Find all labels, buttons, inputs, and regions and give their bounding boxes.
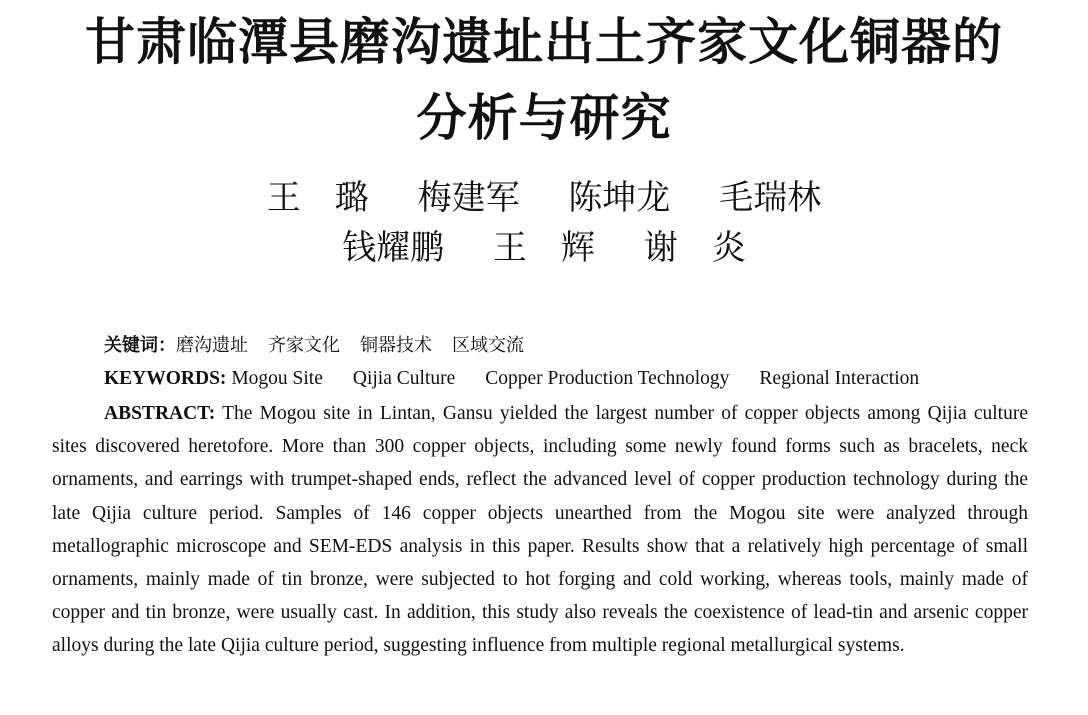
- keywords-english-label: KEYWORDS:: [104, 368, 227, 389]
- paper-title-line-2: 分析与研究: [416, 89, 672, 147]
- author-name: 陈坤龙: [568, 178, 671, 218]
- author-list-line-1: [0, 178, 1088, 218]
- abstract-paragraph: [52, 397, 1028, 663]
- keyword-item: Mogou Site: [231, 368, 323, 389]
- author-name: 钱耀鹏: [342, 228, 445, 268]
- keyword-item: 铜器技术: [360, 335, 432, 356]
- keywords-chinese: [104, 332, 1080, 360]
- author-name: 毛瑞林: [719, 178, 822, 218]
- abstract-text: The Mogou site in Lintan, Gansu yielded the largest number of copper objects among Qijia culture sites discovered heretofore. More than 300 copper objects, including some newly found forms such as bracelets, neck ornaments, and earrings with trumpet-shaped ends, reflect the advanced level of copper production technology during the late Qijia culture period. Samples of 146 copper objects unearthed from the Mogou site were analyzed through metallographic microscope and SEM-EDS analysis in this paper. Results show that a relatively high percentage of small ornaments, mainly made of tin bronze, were subjected to hot forging and cold working, whereas tools, mainly made of copper and tin bronze, were usually cast. In addition, this study also reveals the coexistence of lead-tin and arsenic copper alloys during the late Qijia culture period, suggesting influence from multiple regional metallurgical systems.: [52, 403, 1028, 657]
- keyword-item: 齐家文化: [268, 335, 340, 356]
- author-list-line-2: [0, 228, 1088, 268]
- keywords-chinese-label: 关键词：: [104, 335, 176, 356]
- keyword-item: Copper Production Technology: [485, 368, 730, 389]
- keyword-item: Regional Interaction: [759, 368, 920, 389]
- author-name: 谢 炎: [643, 228, 746, 268]
- paper-title-line-1: 甘肃临潭县磨沟遗址出土齐家文化铜器的: [85, 13, 1003, 71]
- keywords-english: [104, 365, 1080, 393]
- keyword-item: 磨沟遗址: [176, 335, 248, 356]
- author-name: 王 璐: [266, 178, 369, 218]
- abstract-label: ABSTRACT:: [104, 403, 216, 424]
- author-name: 王 辉: [493, 228, 595, 268]
- author-name: 梅建军: [417, 178, 520, 218]
- keyword-item: Qijia Culture: [352, 368, 456, 389]
- keyword-item: 区域交流: [452, 335, 524, 356]
